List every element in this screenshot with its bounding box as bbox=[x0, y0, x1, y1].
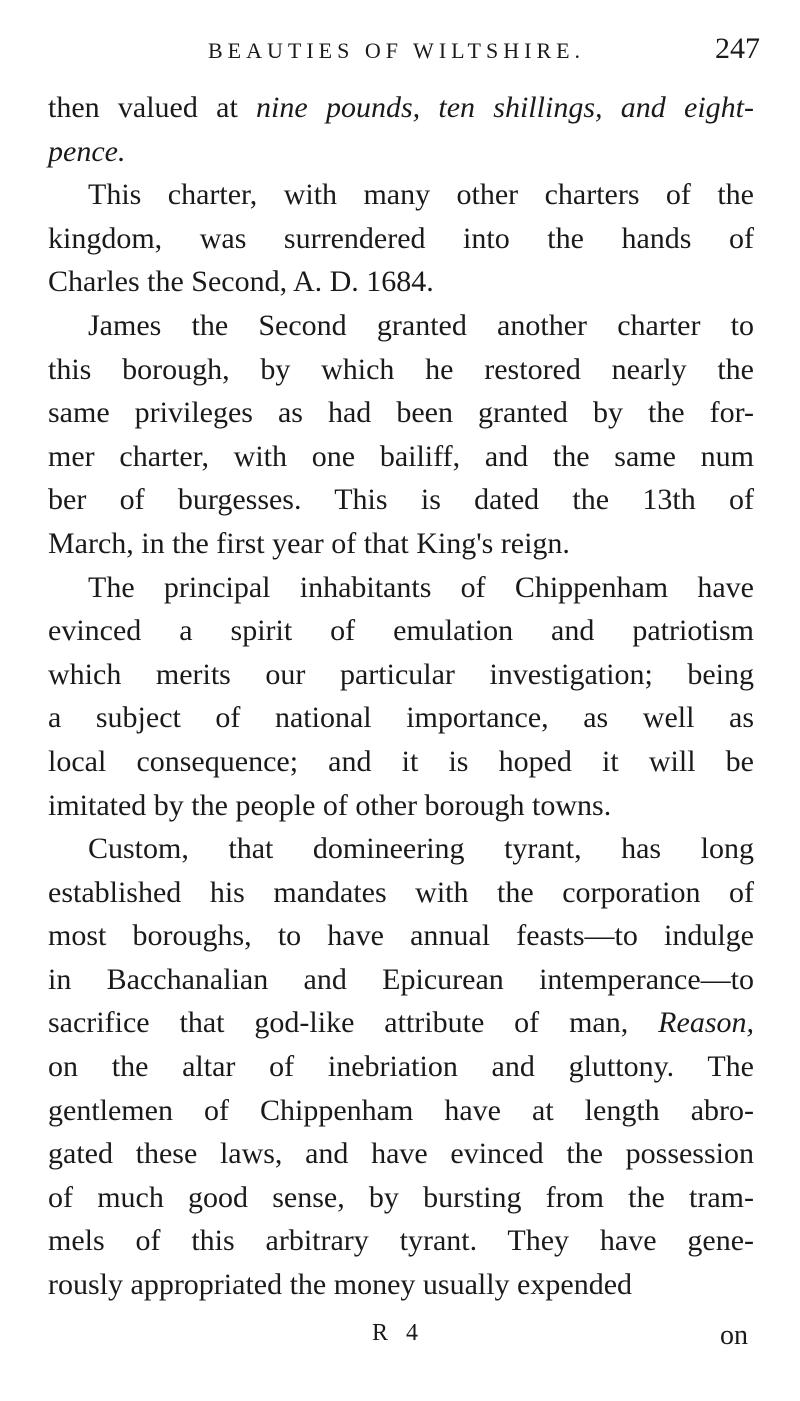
text-segment: of much good sense, by bursting from the tram- bbox=[48, 1180, 754, 1214]
text-line bbox=[48, 1263, 754, 1307]
text-line bbox=[48, 1176, 754, 1220]
text-segment: a subject of national importance, as well as bbox=[48, 701, 754, 735]
text-segment: gated these laws, and have evinced the possession bbox=[48, 1137, 754, 1171]
text-line bbox=[48, 871, 754, 915]
text-line bbox=[48, 522, 754, 566]
paragraph bbox=[48, 86, 754, 173]
text-segment: most boroughs, to have annual feasts—to indulge bbox=[48, 919, 754, 953]
text-line bbox=[48, 348, 754, 392]
text-line bbox=[48, 1089, 754, 1133]
text-segment: this borough, by which he restored nearly the bbox=[48, 352, 754, 386]
paragraph bbox=[48, 304, 754, 566]
running-head bbox=[48, 30, 768, 74]
text-line bbox=[48, 86, 754, 130]
text-segment: imitated by the people of other borough towns. bbox=[48, 788, 612, 822]
text-segment: gentlemen of Chippenham have at length abro- bbox=[48, 1093, 754, 1127]
text-segment: same privileges as had been granted by the for- bbox=[48, 396, 754, 430]
text-segment: March, in the first year of that King's reign. bbox=[48, 526, 570, 560]
text-segment: in Bacchanalian and Epicurean intemperance—to bbox=[48, 962, 754, 996]
text-line bbox=[48, 173, 754, 217]
text-line bbox=[48, 1045, 754, 1089]
text-segment: Charles the Second, A. D. 1684. bbox=[48, 265, 434, 299]
italic-text: pence. bbox=[48, 134, 126, 168]
text-segment: which merits our particular investigation; being bbox=[48, 657, 754, 691]
text-line bbox=[48, 784, 754, 828]
text-segment: established his mandates with the corporation of bbox=[48, 875, 754, 909]
catchword: on bbox=[720, 1320, 748, 1351]
italic-text: nine pounds, ten shillings, and eight- bbox=[256, 91, 754, 124]
text-segment: rously appropriated the money usually expended bbox=[48, 1268, 633, 1302]
text-line bbox=[48, 1219, 754, 1263]
text-line bbox=[48, 391, 754, 435]
text-line bbox=[48, 566, 754, 610]
paragraph bbox=[48, 173, 754, 304]
text-segment: on the altar of inebriation and gluttony. The bbox=[48, 1050, 754, 1084]
text-segment: local consequence; and it is hoped it will be bbox=[48, 744, 754, 778]
running-title: BEAUTIES OF WILTSHIRE. bbox=[208, 38, 586, 63]
text-line bbox=[48, 478, 754, 522]
text-line bbox=[48, 130, 754, 174]
italic-text: Reason, bbox=[658, 1006, 754, 1040]
text-segment: Custom, that domineering tyrant, has long bbox=[88, 832, 754, 866]
paragraph bbox=[48, 566, 754, 828]
text-segment: This charter, with many other charters of the bbox=[88, 178, 754, 212]
page-number: 247 bbox=[715, 32, 760, 65]
text-line bbox=[48, 696, 754, 740]
text-segment: kingdom, was surrendered into the hands of bbox=[48, 221, 754, 255]
text-line bbox=[48, 260, 754, 304]
text-line bbox=[48, 217, 754, 261]
text-line bbox=[48, 653, 754, 697]
page-footer bbox=[48, 1316, 754, 1356]
text-line bbox=[48, 304, 754, 348]
text-line bbox=[48, 740, 754, 784]
text-segment: sacrifice that god-like attribute of man, bbox=[48, 1006, 659, 1040]
text-segment: then valued at bbox=[48, 91, 257, 124]
signature-mark: R 4 bbox=[372, 1320, 425, 1346]
text-segment: The principal inhabitants of Chippenham have bbox=[88, 570, 754, 604]
text-line bbox=[48, 609, 754, 653]
text-segment: ber of burgesses. This is dated the 13th of bbox=[48, 483, 754, 517]
text-segment: James the Second granted another charter to bbox=[88, 308, 754, 342]
text-line bbox=[48, 958, 754, 1002]
text-line bbox=[48, 914, 754, 958]
text-line bbox=[48, 1132, 754, 1176]
text-line bbox=[48, 827, 754, 871]
paragraph bbox=[48, 827, 754, 1307]
text-line bbox=[48, 435, 754, 479]
text-line bbox=[48, 1001, 754, 1045]
text-segment: evinced a spirit of emulation and patriotism bbox=[48, 614, 754, 648]
body-text bbox=[48, 86, 754, 1307]
text-segment: mer charter, with one bailiff, and the same num bbox=[48, 439, 754, 473]
text-segment: mels of this arbitrary tyrant. They have gene- bbox=[48, 1224, 754, 1258]
